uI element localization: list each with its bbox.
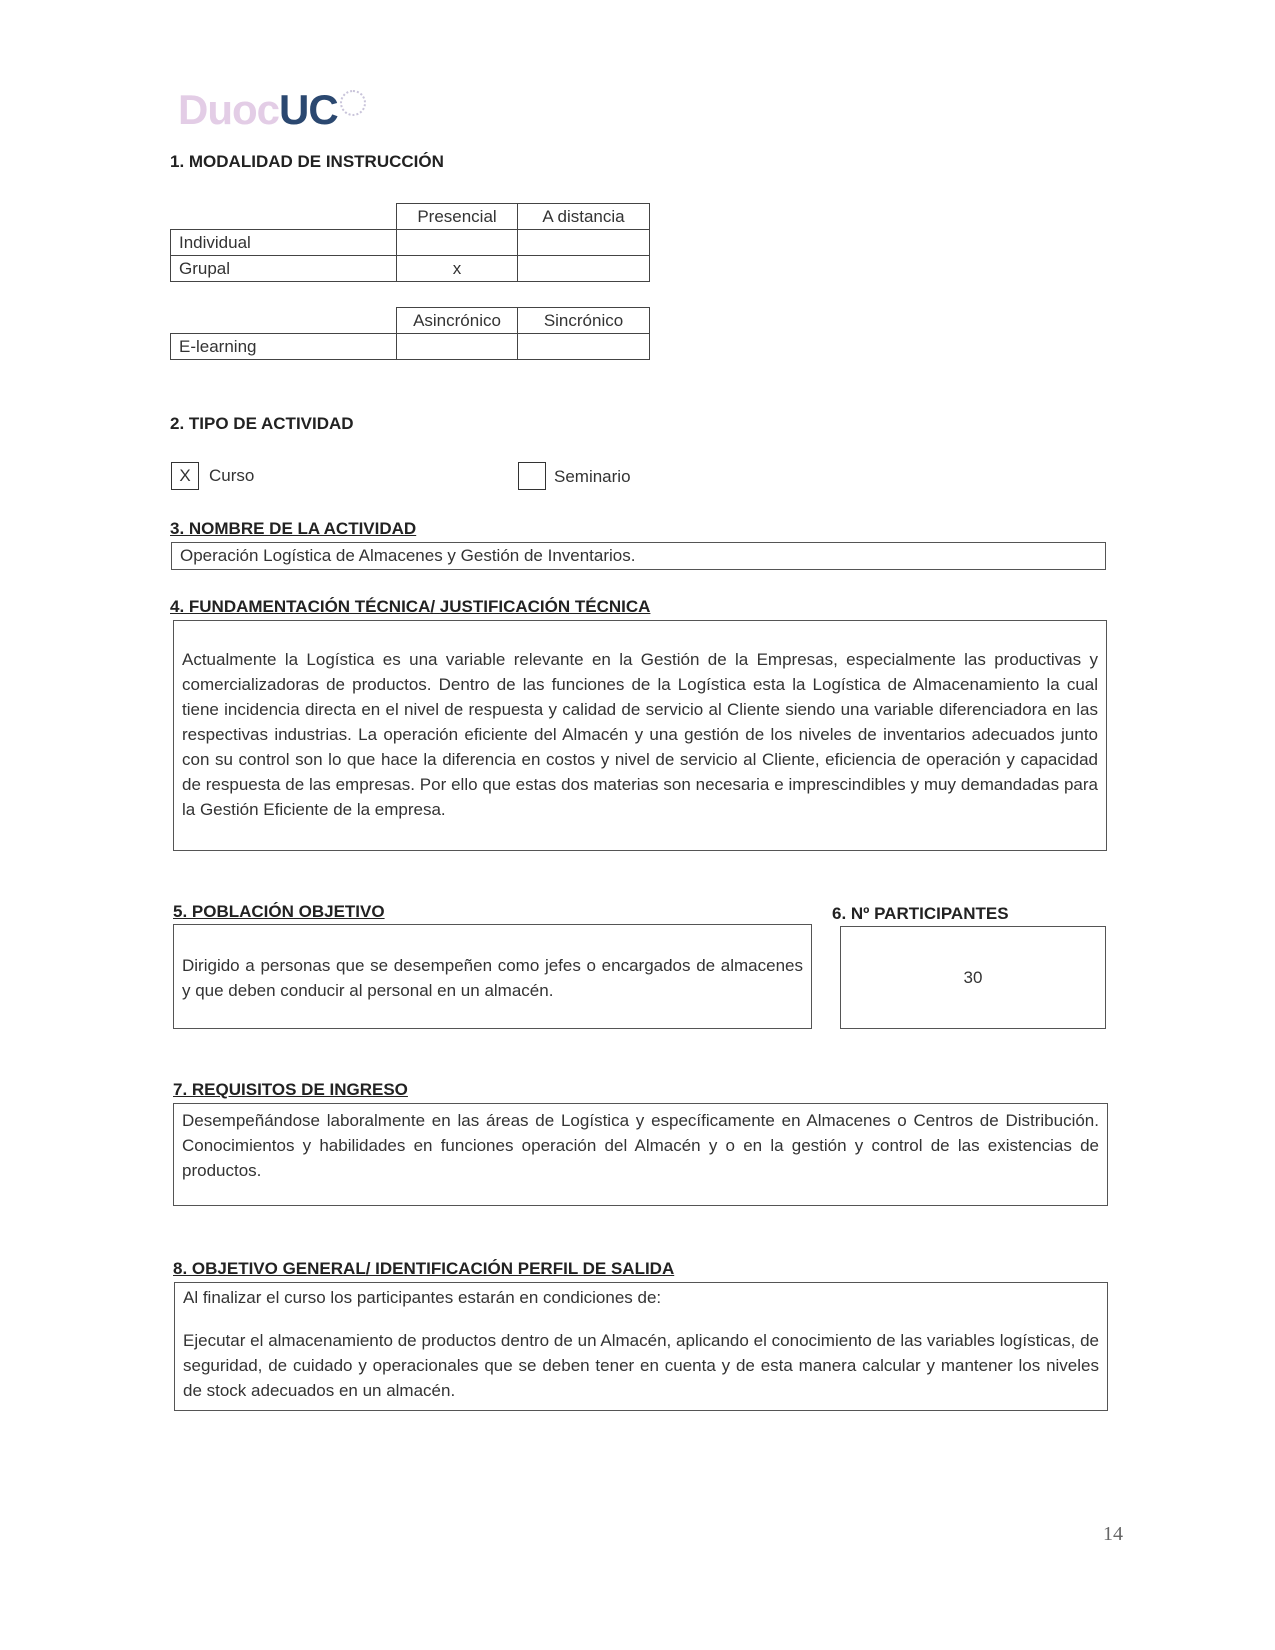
section7-heading: 7. REQUISITOS DE INGRESO <box>173 1080 408 1099</box>
activity-name-value: Operación Logística de Almacenes y Gestión de Inventarios. <box>180 546 636 565</box>
general-objective-intro: Al finalizar el curso los participantes estarán en condiciones de: <box>183 1288 662 1307</box>
col-header-presencial: Presencial <box>396 203 518 230</box>
col-header-a-distancia: A distancia <box>517 203 650 230</box>
entry-requirements-text: Desempeñándose laboralmente en las áreas de Logística y específicamente en Almacenes o Centros de Distribución. Conocimientos y habilidades en funciones operación del Almacén y o en la gestión y control de las existencias de productos. <box>182 1111 1099 1180</box>
section2-heading: 2. TIPO DE ACTIVIDAD <box>170 414 354 433</box>
curso-checkbox: X <box>171 462 199 490</box>
participants-box <box>840 926 1106 1029</box>
general-objective-box <box>174 1282 1108 1411</box>
section8-heading: 8. OBJETIVO GENERAL/ IDENTIFICACIÓN PERFIL DE SALIDA <box>173 1259 675 1278</box>
section4-heading: 4. FUNDAMENTACIÓN TÉCNICA/ JUSTIFICACIÓN TÉCNICA <box>170 597 651 616</box>
cell-individual-presencial <box>396 229 518 256</box>
general-objective-text: Ejecutar el almacenamiento de productos dentro de un Almacén, aplicando el conocimiento de las variables logísticas, de seguridad, de cuidado y operacionales que se deben tener en cuenta y de esta manera calcular y mantener los niveles de stock adecuados en un almacén. <box>183 1331 1099 1400</box>
curso-label: Curso <box>209 466 255 485</box>
duoc-uc-logo <box>178 86 366 134</box>
row-label-individual: Individual <box>170 229 397 256</box>
col-header-sincronico: Sincrónico <box>517 307 650 334</box>
entry-requirements-box <box>173 1103 1108 1206</box>
col-header-asincronico: Asincrónico <box>396 307 518 334</box>
row-label-e-learning: E-learning <box>170 333 397 360</box>
section3-heading: 3. NOMBRE DE LA ACTIVIDAD <box>170 519 417 538</box>
section1-heading: 1. MODALIDAD DE INSTRUCCIÓN <box>170 152 444 171</box>
target-population-text: Dirigido a personas que se desempeñen como jefes o encargados de almacenes y que deben conducir al personal en un almacén. <box>182 956 803 1000</box>
section6-heading: 6. Nº PARTICIPANTES <box>832 904 1009 923</box>
justification-text: Actualmente la Logística es una variable relevante en la Gestión de la Empresas, especialmente las productivas y comercializadoras de productos. Dentro de las funciones de la Logística esta la Logística de Almacenamiento la cual tiene incidencia directa en el nivel de respuesta y calidad de servicio al Cliente siendo una variable diferenciadora en las respectivas industrias. La operación eficiente del Almacén y una gestión de los niveles de inventarios adecuados junto con su control son lo que hace la diferencia en costos y nivel de servicio al Cliente, eficiencia de operación y capacidad de respuesta de las empresas. Por ello que estas dos materias son necesaria e imprescindibles y muy demandadas para la Gestión Eficiente de la empresa. <box>182 650 1098 819</box>
target-population-box <box>173 924 812 1029</box>
justification-box <box>173 620 1107 851</box>
cell-individual-distancia <box>517 229 650 256</box>
row-label-grupal: Grupal <box>170 255 397 282</box>
page-number: 14 <box>1103 1523 1123 1545</box>
logo-uc-text: UC <box>279 86 338 133</box>
cell-elearning-sincronico <box>517 333 650 360</box>
seminario-checkbox <box>518 462 546 490</box>
seminario-label: Seminario <box>554 467 631 486</box>
cell-elearning-asincronico <box>396 333 518 360</box>
participants-count: 30 <box>963 968 983 987</box>
logo-seal-icon <box>340 90 366 116</box>
cell-grupal-presencial: x <box>396 255 518 282</box>
logo-duoc-text: Duoc <box>178 86 279 133</box>
section5-heading: 5. POBLACIÓN OBJETIVO <box>173 902 385 921</box>
activity-name-field <box>171 542 1106 570</box>
cell-grupal-distancia <box>517 255 650 282</box>
